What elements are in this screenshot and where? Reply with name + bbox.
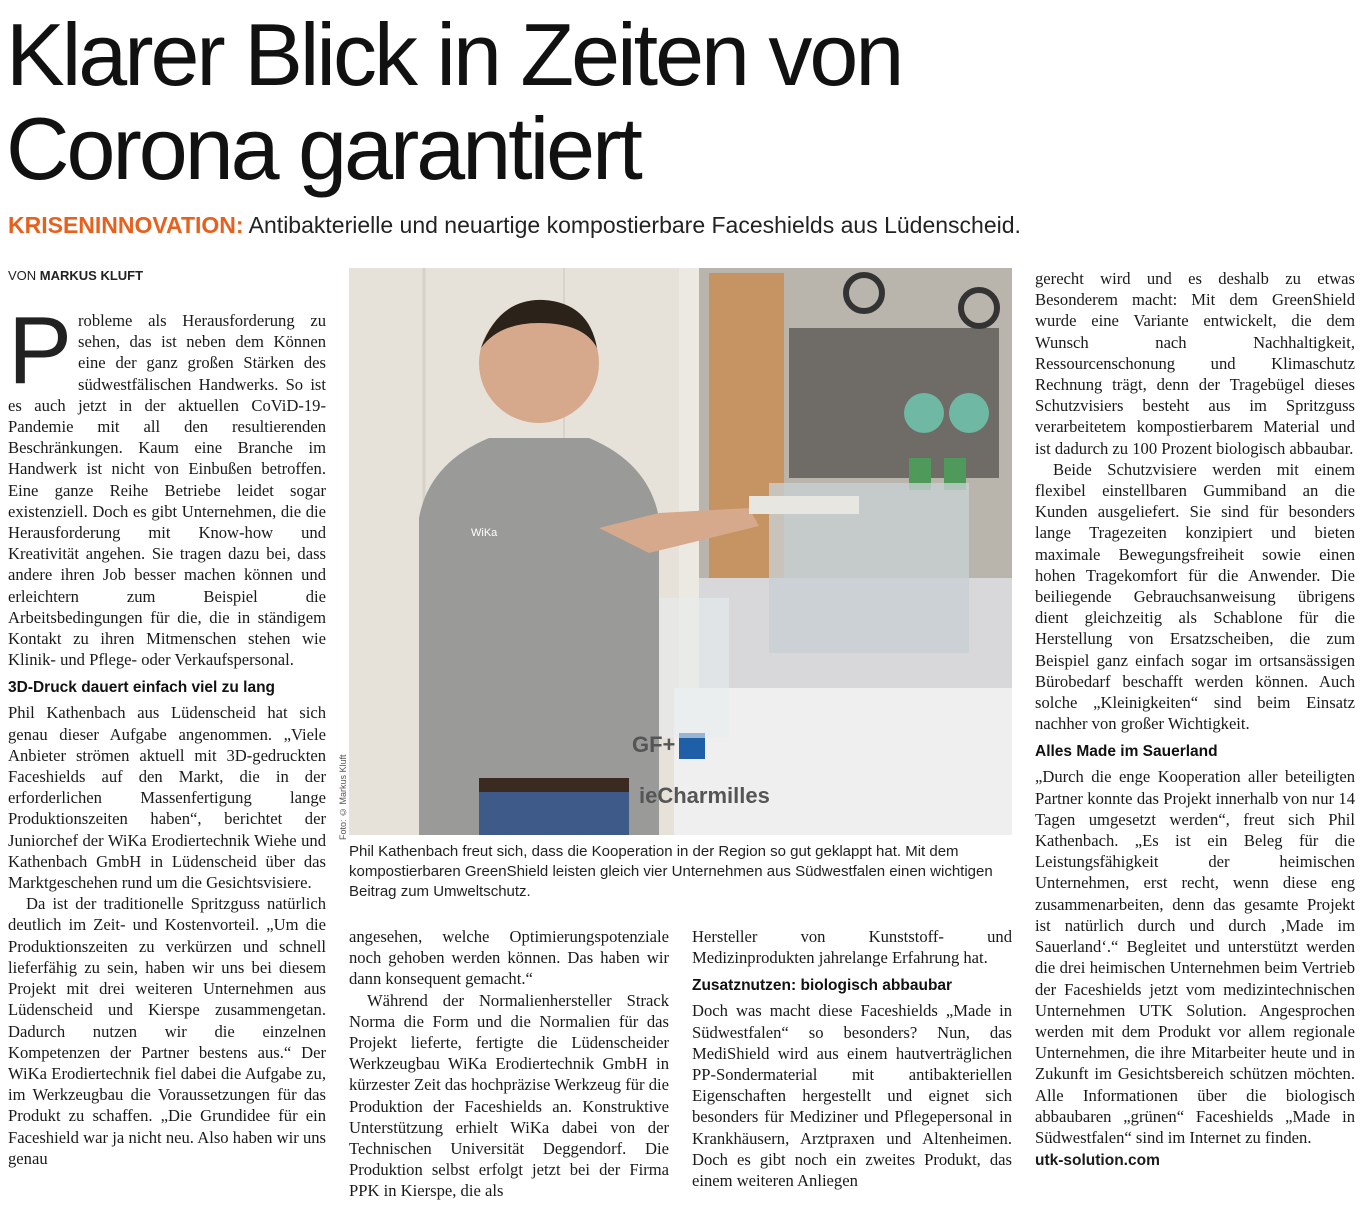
photo-illustration [349, 268, 1012, 835]
website-link[interactable]: utk-solution.com [1035, 1152, 1160, 1170]
machine-brand: GF+ [632, 732, 676, 757]
article-photo [349, 268, 1012, 835]
paragraph: Beide Schutzvisiere werden mit einem flexibel einstellbaren Gummiband an die Kunden ausgeliefert. Sie sind für besonders lange Tragezeiten konzipiert und bieten maximale Bewegungsfreiheit sowie einen hohen Tragekomfort für die Anwender. Die beiliegende Gebrauchsanweisung übrigens dient gleichzeitig als Schablone für die Herstellung von Ersatzscheiben, die zum Beispiel ganz einfach sogar im ortsansässigen Bürobedarf beschafft werden können. Auch solche „Kleinigkeiten“ sind beim Einsatz nachher von großer Wichtigkeit. [1035, 459, 1355, 734]
paragraph: angesehen, welche Optimierungspotenziale noch gehoben werden können. Das haben wir dann konsequent gemacht.“ [349, 927, 669, 989]
paragraph: Da ist der traditionelle Spritzguss natürlich deutlich im Zeit- und Kostenvorteil. „Um die Produktionszeiten zu verkürzen und schnell lieferfähig zu sein, haben wir uns bei diesem Projekt mit drei weiteren Unternehmen aus Lüdenscheid und Kierspe zusammengetan. Dadurch nutzen wir die einzelnen Kompetenzen der Partner bestens aus.“ Der WiKa Erodiertechnik fiel dabei die Aufgabe zu, im Werkzeugbau die Voraussetzungen für das Produkt zu schaffen. „Die Grundidee für ein Faceshield war ja nicht neu. Also haben wir uns genau [8, 894, 326, 1168]
paragraph: Phil Kathenbach aus Lüdenscheid hat sich genau dieser Aufgabe angenommen. „Viele Anbieter strömen aktuell mit 3D-gedruckten Faceshields auf den Markt, die in der erforderlichen Massenfertigung lange Produktionszeiten haben“, berichtet der Juniorchef der WiKa Erodiertechnik Wiehe und Kathenbach GmbH in Lüdenscheid über das Marktgeschehen rund um die Gesichtsvisiere. [8, 703, 326, 893]
photo-credit: Foto: © Markus Kluft [338, 754, 348, 840]
subheadline [8, 212, 1021, 239]
photo-caption: Phil Kathenbach freut sich, dass die Kooperation in der Region so gut geklappt hat. Mit dem kompostierbaren GreenShield leisten gleich vier Unternehmen aus Südwestfalen einen wichtigen Beitrag zum Umweltschutz. [349, 843, 993, 900]
subheading-3d-druck: 3D-Druck dauert einfach viel zu lang [8, 679, 276, 697]
column-4 [1035, 268, 1355, 1171]
dropcap: P [8, 297, 73, 404]
column-3 [692, 926, 1012, 1191]
subheadline-text: Antibakterielle und neuartige kompostierbare Faceshields aus Lüdenscheid. [243, 212, 1021, 238]
column-1 [8, 297, 326, 1169]
intro-text: robleme als Herausforderung zu sehen, das ist neben dem Können eine der ganz großen Stärken des südwestfälischen Handwerks. So ist es auch jetzt in der aktuellen CoViD-19-Pandemie mit all den resultierenden Beschränkungen. Kaum eine Branche im Handwerk ist nicht von Einbußen betroffen. Eine ganze Reihe Betriebe leidet sogar existenziell. Doch es gibt Unternehmen, die die Herausforderung mit Know-how und Kreativität angehen. Sie tragen dazu bei, dass andere ihren Job besser machen können und erleichtern zum Beispiel die Arbeitsbedingungen für die, die in ständigem Kontakt zu ihren Mitmenschen stehen wie Klinik- und Pflege- oder Verkaufspersonal. [8, 311, 326, 670]
headline: Klarer Blick in Zeiten von Corona garantiert [6, 5, 902, 198]
paragraph: Während der Normalienhersteller Strack Norma die Form und die Normalien für das Projekt lieferte, fertigte die Lüdenscheider Werkzeugbau WiKa Erodiertechnik GmbH in kürzester Zeit das hochpräzise Werkzeug für die Produktion der Faceshields an. Konstruktive Unterstützung erhielt WiKa dabei von der Technischen Universität Deggendorf. Die Produktion selbst erfolgt jetzt bei der Firma PPK in Kierspe, die als [349, 990, 669, 1201]
paragraph: „Durch die enge Kooperation aller beteiligten Partner konnte das Projekt innerhalb von nur 14 Tagen umgesetzt werden“, freut sich Phil Kathenbach. „Es ist ein Beleg für die Leistungsfähigkeit der heimischen Unternehmen, erst recht, wenn diese eng zusammenarbeiten, denn das gesamte Projekt ist natürlich durch und durch ‚Made im Sauerland‘.“ Begleitet und unterstützt werden die drei heimischen Unternehmen beim Vertrieb der Faceshields jetzt vom medizintechnischen Unternehmen UTK Solution. Angesprochen werden mit dem Produkt vor allem regionale Unternehmen, die ihre Mitarbeiter heute und in Zukunft im Gesichtsbereich schützen möchten. Alle Informationen über die biologisch abbaubaren „grünen“ Faceshields „Made in Südwestfalen“ sind im Internet zu finden. [1035, 767, 1355, 1147]
kicker: KRISENINNOVATION: [8, 212, 244, 238]
byline [8, 268, 143, 283]
byline-author: MARKUS KLUFT [39, 268, 144, 283]
subheading-sauerland: Alles Made im Sauerland [1035, 743, 1218, 761]
paragraph: gerecht wird und es deshalb zu etwas Besonderem macht: Mit dem GreenShield wurde eine Variante entwickelt, die dem Wunsch nach Nachhaltigkeit, Ressourcenschonung und Klimaschutz Rechnung trägt, denn der Tragebügel dieses Schutzvisiers besteht aus im Spritzguss verarbeitetem kompostierbarem Material und ist dadurch zu 100 Prozent biologisch abbaubar. [1035, 269, 1355, 458]
intro-paragraph [8, 297, 326, 670]
subheading-zusatznutzen: Zusatznutzen: biologisch abbaubar [692, 977, 953, 995]
column-2 [349, 926, 669, 1202]
paragraph: Doch was macht diese Faceshields „Made in Südwestfalen“ so besonders? Nun, das MediShield wird aus einem hautverträglichen PP-Sondermaterial mit antibakteriellen Eigenschaften hergestellt und eignet sich besonders für Mediziner und Pflegepersonal in Krankhäusern, Arztpraxen und Altenheimen. Doch es gibt noch ein zweites Produkt, das einem weiteren Anliegen [692, 1001, 1012, 1191]
machine-name: ieCharmilles [639, 783, 770, 808]
shirt-logo: WiKa [471, 527, 498, 539]
byline-prefix: VON [8, 268, 37, 283]
paragraph: Hersteller von Kunststoff- und Medizinprodukten jahrelange Erfahrung hat. [692, 927, 1012, 968]
